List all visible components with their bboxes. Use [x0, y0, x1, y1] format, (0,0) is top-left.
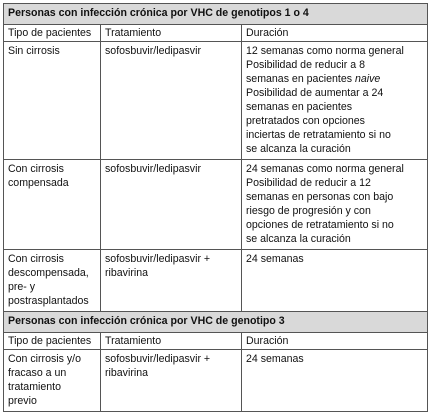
column-header-patient-type: Tipo de pacientes: [4, 25, 101, 42]
duration-line: inciertas de retratamiento si no: [246, 129, 391, 141]
hcv-treatment-table: [3, 3, 428, 412]
duration-cell: [242, 42, 428, 160]
column-header-row: [4, 25, 428, 42]
duration-line: Posibilidad de reducir a 12: [246, 177, 371, 189]
duration-line: pretratados con opciones: [246, 115, 365, 127]
duration-cell: [242, 160, 428, 250]
patient-type-cell: Con cirrosis y/o fracaso a un tratamiento previo: [4, 350, 101, 412]
treatment-cell: sofosbuvir/ledipasvir + ribavirina: [101, 250, 242, 312]
duration-line: riesgo de progresión y con: [246, 205, 371, 217]
duration-line: se alcanza la curación: [246, 143, 351, 155]
table-row: [4, 42, 428, 160]
table-row: [4, 350, 428, 412]
section-title-row: [4, 4, 428, 25]
duration-cell: 24 semanas: [242, 350, 428, 412]
duration-line-text: semanas en pacientes: [246, 73, 355, 85]
duration-line: se alcanza la curación: [246, 233, 351, 245]
duration-line: semanas en personas con bajo: [246, 191, 394, 203]
column-header-patient-type: Tipo de pacientes: [4, 333, 101, 350]
section-title: Personas con infección crónica por VHC de genotipos 1 o 4: [4, 4, 428, 25]
section-title-row: [4, 312, 428, 333]
treatment-cell: sofosbuvir/ledipasvir + ribavirina: [101, 350, 242, 412]
duration-line: Posibilidad de reducir a 8: [246, 59, 365, 71]
duration-line: [246, 72, 423, 86]
patient-type-cell: Con cirrosis descompensada, pre- y postrasplantados: [4, 250, 101, 312]
table-row: [4, 250, 428, 312]
column-header-row: [4, 333, 428, 350]
column-header-treatment: Tratamiento: [101, 333, 242, 350]
column-header-treatment: Tratamiento: [101, 25, 242, 42]
patient-type-cell: Sin cirrosis: [4, 42, 101, 160]
duration-cell: 24 semanas: [242, 250, 428, 312]
duration-line: opciones de retratamiento si no: [246, 219, 394, 231]
patient-type-cell: Con cirrosis compensada: [4, 160, 101, 250]
column-header-duration: Duración: [242, 25, 428, 42]
treatment-cell: sofosbuvir/ledipasvir: [101, 160, 242, 250]
treatment-cell: sofosbuvir/ledipasvir: [101, 42, 242, 160]
duration-line: semanas en pacientes: [246, 101, 353, 113]
naive-italic-text: naive: [354, 73, 381, 85]
duration-line: Posibilidad de aumentar a 24: [246, 87, 384, 99]
table-row: [4, 160, 428, 250]
column-header-duration: Duración: [242, 333, 428, 350]
duration-line: 12 semanas como norma general: [246, 45, 404, 57]
duration-line: 24 semanas como norma general: [246, 163, 404, 175]
section-title: Personas con infección crónica por VHC de genotipo 3: [4, 312, 428, 333]
